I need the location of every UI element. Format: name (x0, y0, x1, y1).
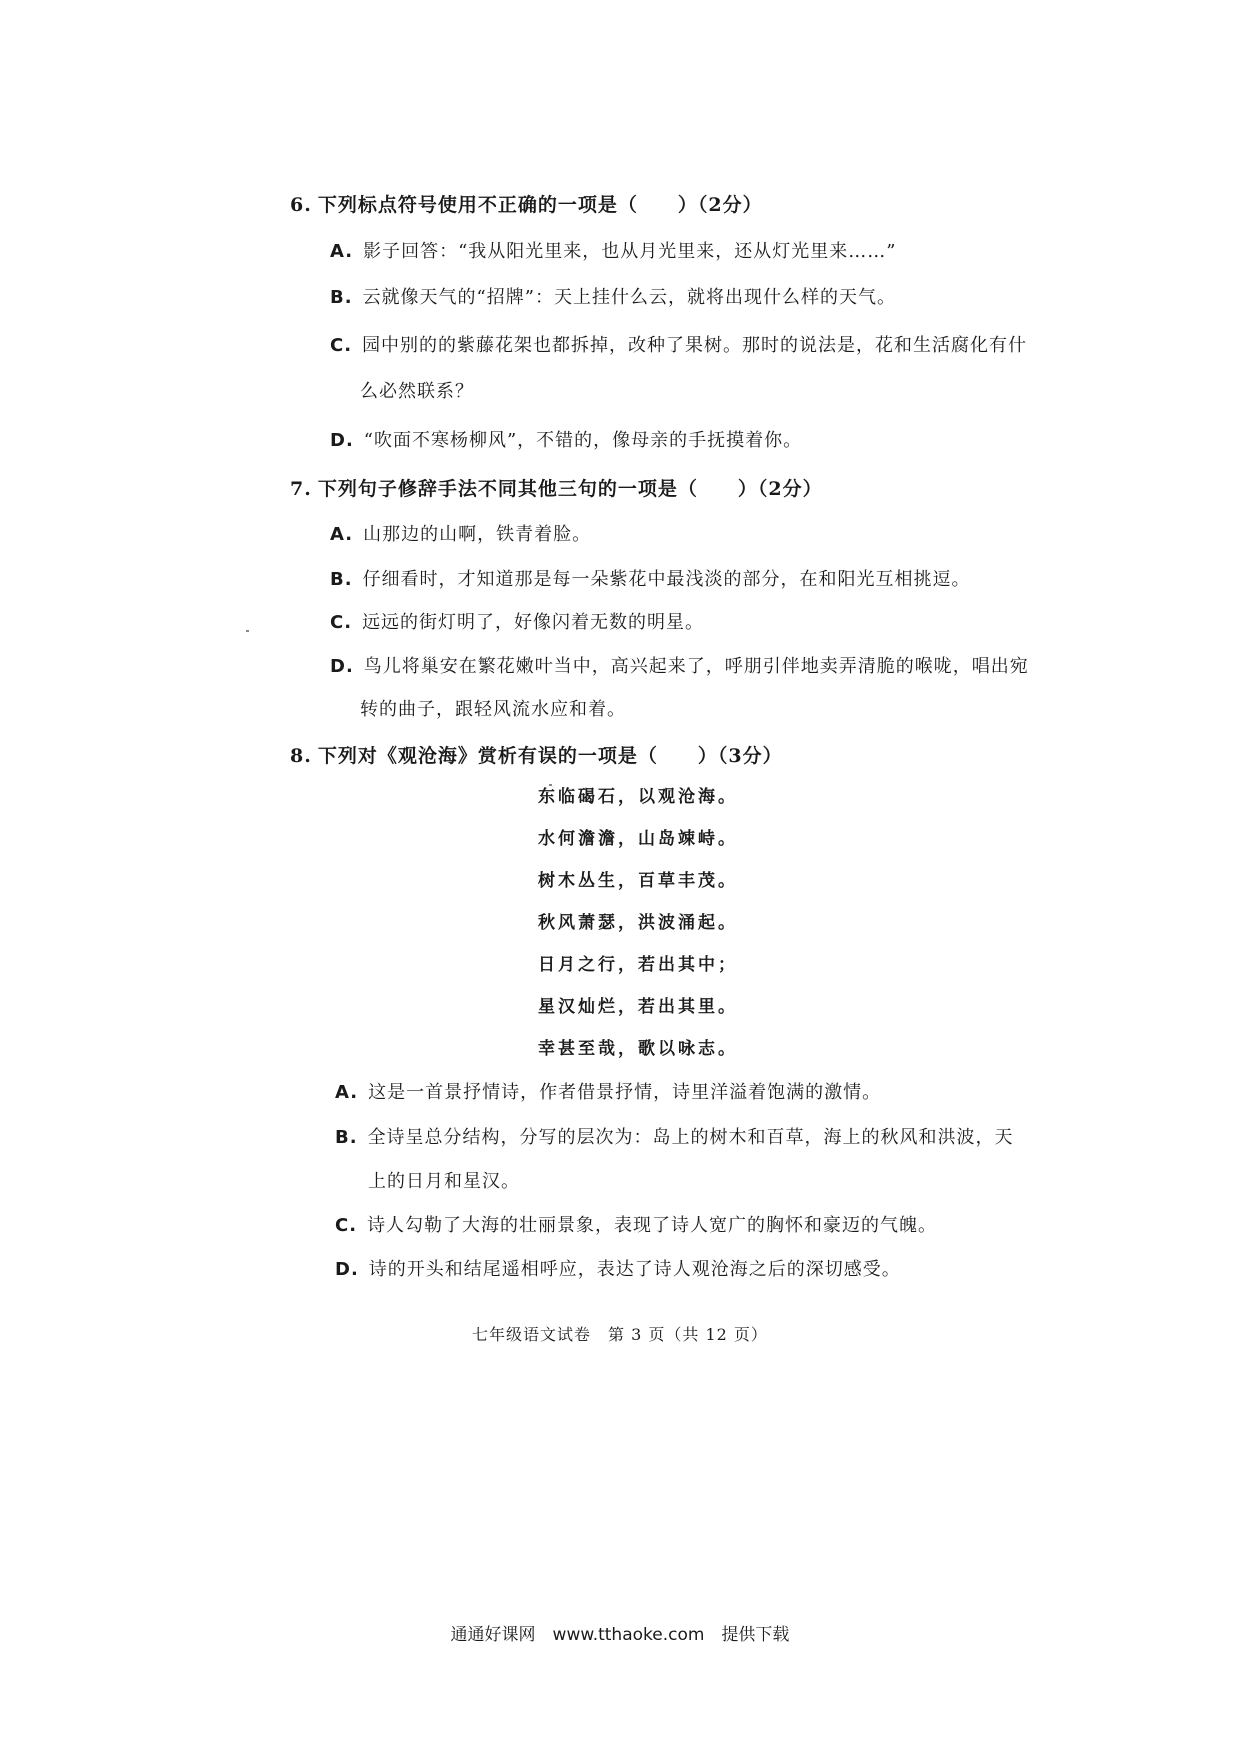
q8-option-b-continued (368, 1167, 520, 1193)
download-source-footer: 通通好课网 www.tthaoke.com 提供下载 (450, 1625, 790, 1645)
q8-option-c-letter: C. (335, 1215, 358, 1236)
q7-option-d-text: 鸟儿将巢安在繁花嫩叶当中，高兴起来了，呼朋引伴地卖弄清脆的喉咙，唱出宛 (363, 656, 1029, 677)
q6-option-c-letter: C. (330, 335, 353, 356)
q7-option-b-letter: B. (330, 569, 353, 590)
question-7-text: 下列句子修辞手法不同其他三句的一项是（ ）（2分） (317, 478, 823, 500)
q6-option-c-continued (360, 377, 474, 403)
q6-option-c-continued-text: 么必然联系？ (360, 381, 474, 402)
q8-option-a-letter: A. (335, 1082, 359, 1103)
q8-option-b-text: 全诗呈总分结构，分写的层次为：岛上的树木和百草，海上的秋风和洪波，天 (367, 1127, 1014, 1148)
q6-option-a (330, 237, 897, 263)
q7-option-c-letter: C. (330, 612, 353, 633)
question-7-stem (290, 474, 823, 501)
q6-option-b (330, 283, 896, 309)
q8-option-d-letter: D. (335, 1259, 359, 1280)
q8-option-b (335, 1123, 1014, 1149)
poem-line-4: 秋风萧瑟，洪波涌起。 (538, 913, 738, 933)
scan-speck (246, 630, 249, 632)
q7-option-a-letter: A. (330, 524, 354, 545)
poem-line-2: 水何澹澹，山岛竦峙。 (538, 829, 738, 849)
q7-option-d-continued (360, 695, 626, 721)
q7-option-b (330, 565, 971, 591)
poem-line-7: 幸甚至哉，歌以咏志。 (538, 1039, 738, 1059)
q8-option-c-text: 诗人勾勒了大海的壮丽景象，表现了诗人宽广的胸怀和豪迈的气魄。 (367, 1215, 938, 1236)
q6-option-c-text: 园中别的的紫藤花架也都拆掉，改种了果树。那时的说法是，花和生活腐化有什 (362, 335, 1028, 356)
q6-option-d (330, 426, 802, 452)
q7-option-c-text: 远远的街灯明了，好像闪着无数的明星。 (362, 612, 705, 633)
poem-line-1: 东临碣石，以观沧海。 (538, 787, 738, 807)
q7-option-d-letter: D. (330, 656, 354, 677)
q7-option-d (330, 652, 1029, 678)
q8-option-b-letter: B. (335, 1127, 358, 1148)
question-6-stem (290, 190, 763, 217)
poem-line-5: 日月之行，若出其中； (538, 955, 738, 975)
q8-option-d-text: 诗的开头和结尾遥相呼应，表达了诗人观沧海之后的深切感受。 (368, 1259, 901, 1280)
q6-option-a-text: 影子回答：“我从阳光里来，也从月光里来，还从灯光里来……” (363, 241, 897, 262)
question-6-number: 6. (290, 194, 312, 216)
q6-option-c (330, 331, 1027, 357)
q8-option-d (335, 1255, 901, 1281)
q8-option-a (335, 1078, 881, 1104)
q7-option-a (330, 520, 591, 546)
question-8-stem (290, 741, 783, 768)
question-8-text: 下列对《观沧海》赏析有误的一项是（ ）（3分） (317, 745, 783, 767)
poem-line-6: 星汉灿烂，若出其里。 (538, 997, 738, 1017)
page-number-footer: 七年级语文试卷 第 3 页（共 12 页） (472, 1325, 768, 1344)
q7-option-d-continued-text: 转的曲子，跟轻风流水应和着。 (360, 699, 626, 720)
q7-option-a-text: 山那边的山啊，铁青着脸。 (363, 524, 592, 545)
question-7-number: 7. (290, 478, 312, 500)
poem-line-3: 树木丛生，百草丰茂。 (538, 871, 738, 891)
q6-option-d-letter: D. (330, 430, 354, 451)
q6-option-b-letter: B. (330, 287, 353, 308)
q6-option-b-text: 云就像天气的“招牌”：天上挂什么云，就将出现什么样的天气。 (362, 287, 896, 308)
scan-speck (549, 784, 552, 786)
q6-option-d-text: “吹面不寒杨柳风”，不错的，像母亲的手抚摸着你。 (363, 430, 803, 451)
q8-option-a-text: 这是一首景抒情诗，作者借景抒情，诗里洋溢着饱满的激情。 (368, 1082, 882, 1103)
q8-option-c (335, 1211, 937, 1237)
q6-option-a-letter: A. (330, 241, 354, 262)
q7-option-c (330, 608, 704, 634)
question-6-text: 下列标点符号使用不正确的一项是（ ）（2分） (317, 194, 763, 216)
q8-option-b-continued-text: 上的日月和星汉。 (368, 1171, 520, 1192)
question-8-number: 8. (290, 745, 312, 767)
q7-option-b-text: 仔细看时，才知道那是每一朵紫花中最浅淡的部分，在和阳光互相挑逗。 (362, 569, 971, 590)
